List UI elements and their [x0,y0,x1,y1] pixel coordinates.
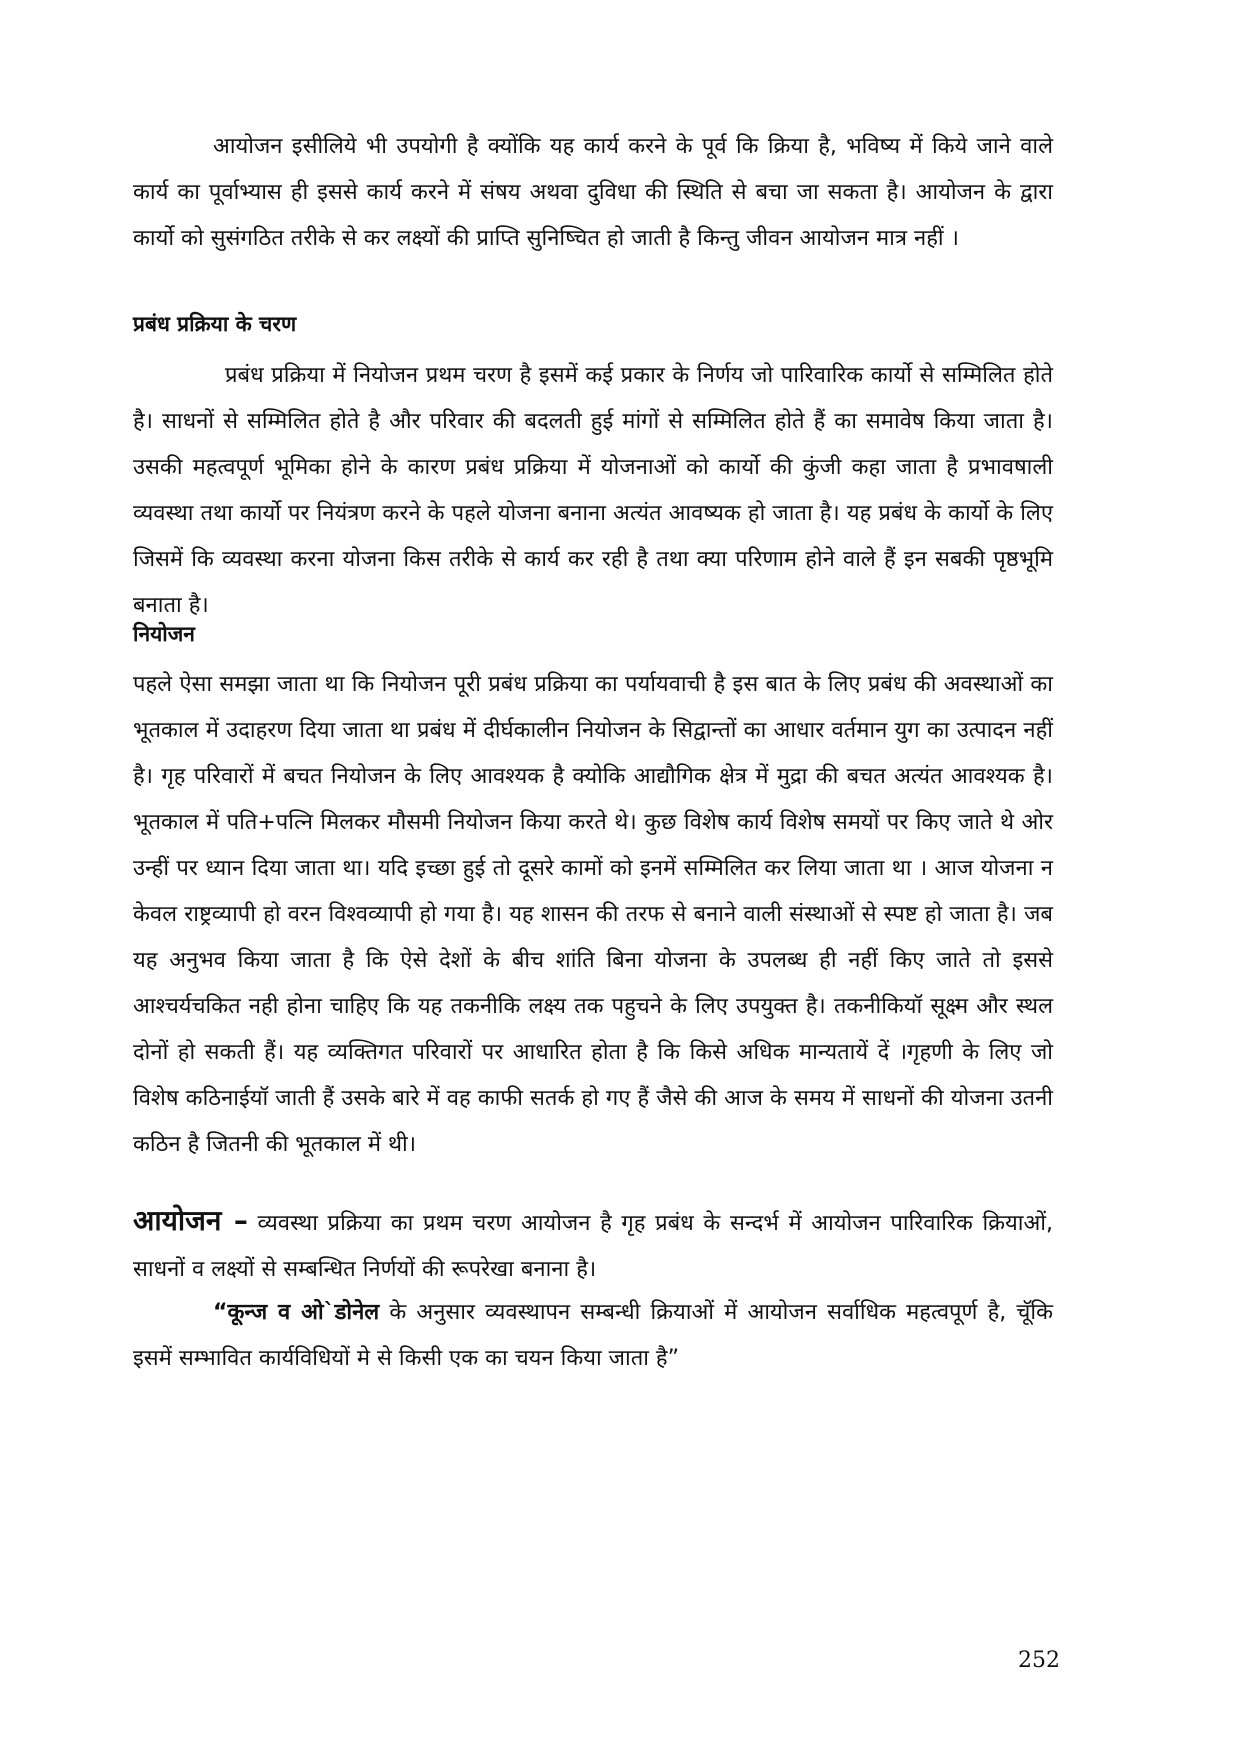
stages-heading: प्रबंध प्रक्रिया के चरण [133,312,297,336]
planning-paragraph: पहले ऐसा समझा जाता था कि नियोजन पूरी प्रबंध प्रक्रिया का पर्यायवाची है इस बात के लिए प्रबंध की अवस्थाओं का भूतकाल में उदाहरण दिया जाता था प्रबंध में दीर्घकालीन नियोजन के सिद्वान्तों का आधार वर्तमान युग का उत्पादन नहीं है। गृह परिवारों में बचत नियोजन के लिए आवश्यक है क्योकि आद्यौगिक क्षेत्र में मुद्रा की बचत अत्यंत आवश्यक है। भूतकाल में पति+पत्नि मिलकर मौसमी नियोजन किया करते थे। कुछ विशेष कार्य विशेष समयों पर किए जाते थे ओर उन्हीं पर ध्यान दिया जाता था। यदि इच्छा हुई तो दूसरे कामों को इनमें सम्मिलित कर लिया जाता था । आज योजना न केवल राष्ट्रव्यापी हो वरन विश्वव्यापी हो गया है। यह शासन की तरफ से बनाने वाली संस्थाओं से स्पष्ट हो जाता है। जब यह अनुभव किया जाता है कि ऐसे देशों के बीच शांति बिना योजना के उपलब्ध ही नहीं किए जाते तो इससे आश्चर्यचकित नही होना चाहिए कि यह तकनीकि लक्ष्य तक पहुचने के लिए उपयुक्त है। तकनीकियॉ सूक्ष्म और स्थल दोनों हो सकती हैं। यह व्यक्तिगत परिवारों पर आधारित होता है कि किसे अधिक मान्यतायें दें ।गृहणी के लिए जो विशेष कठिनाईयॉ जाती हैं उसके बारे में वह काफी सतर्क हो गए हैं जैसे की आज के समय में साधनों की योजना उतनी कठिन है जितनी की भूतकाल में थी। [133,672,1053,1157]
planning-heading: नियोजन [133,622,195,646]
page-number: 252 [1018,1648,1060,1673]
organizing-body: व्यवस्था प्रक्रिया का प्रथम चरण आयोजन है गृह प्रबंध के सन्दर्भ में आयोजन पारिवारिक क्रियाओं, साधनों व लक्ष्यों से सम्बन्धित निर्णयों की रूपरेखा बनाना है। [133,1211,1053,1282]
intro-paragraph: आयोजन इसीलिये भी उपयोगी है क्योंकि यह कार्य करने के पूर्व कि क्रिया है, भविष्य में किये जाने वाले कार्य का पूर्वाभ्यास ही इससे कार्य करने में संषय अथवा दुविधा की स्थिति से बचा जा सकता है। आयोजन के द्वारा कार्यो को सुसंगठित तरीके से कर लक्ष्यों की प्राप्ति सुनिष्चित हो जाती है किन्तु जीवन आयोजन मात्र नहीं । [133,134,1053,251]
stages-paragraph: प्रबंध प्रक्रिया में नियोजन प्रथम चरण है इसमें कई प्रकार के निर्णय जो पारिवारिक कार्यो से सम्मिलित होते है। साधनों से सम्मिलित होते है और परिवार की बदलती हुई मांगों से सम्मिलित होते हैं का समावेष किया जाता है। उसकी महत्वपूर्ण भूमिका होने के कारण प्रबंध प्रक्रिया में योजनाओं को कार्यो की कुंजी कहा जाता है प्रभावषाली व्यवस्था तथा कार्यो पर नियंत्रण करने के पहले योजना बनाना अत्यंत आवष्यक हो जाता है। यह प्रबंध के कार्यो के लिए जिसमें कि व्यवस्था करना योजना किस तरीके से कार्य कर रही है तथा क्या परिणाम होने वाले हैं इन सबकी पृष्ठभूमि बनाता है। [133,363,1053,618]
quote-body: के अनुसार व्यवस्थापन सम्बन्धी क्रियाओं में आयोजन सर्वाधिक महत्वपूर्ण है, चूॅकि इसमें सम्भावित कार्यविधियों मे से किसी एक का चयन किया जाता है” [133,1300,1053,1371]
organizing-paragraph [133,1198,1053,1293]
organizing-lead: आयोजन – [133,1204,248,1237]
quote-lead: “कून्ज व ओ`डोनेल [213,1300,380,1325]
quote-paragraph [133,1290,1053,1382]
